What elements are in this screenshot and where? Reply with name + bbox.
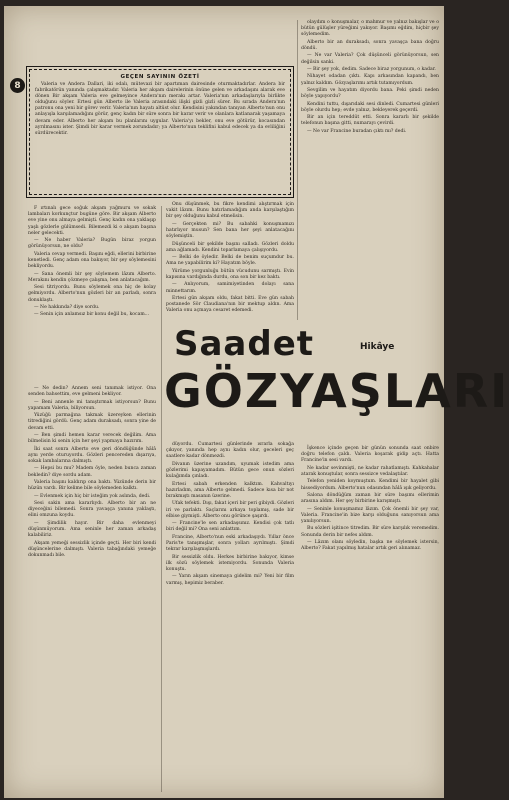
magazine-page — [4, 6, 509, 798]
paragraph: Sesi sakin ama kararlıydı. Alberto bir an ne diyeceğini bilemedi. Sonra yavaşça yanına yaklaştı, elini omzuna koydu. — [28, 500, 156, 519]
paragraph: — Gerçekten mi? Bu sabahki konuşmamızı hatırlıyor musun? Sen bana her şeyi anlatacağını söylemiştin. — [166, 221, 294, 240]
paragraph: Yüzüğü parmağına takmak üzereyken ellerinin titrediğini gördü. Genç adam duraksadı, sonra yine de devam etti. — [28, 413, 156, 431]
paragraph: Düşünceli bir şekilde başını salladı. Gözleri doldu ama ağlamadı. Kendini toparlamaya çalışıyordu. — [166, 241, 294, 253]
column-divider-right — [297, 20, 298, 320]
paragraph: Valeria başını kaldırıp ona baktı. Yüzünde derin bir hüzün vardı. Bir kelime bile söylemeden kalktı. — [28, 479, 156, 492]
paragraph: — Şimdilik hayır. Bir daha evlenmeyi düşünmüyorum. Ama seninle her zaman arkadaş kalabiliriz. — [28, 520, 156, 539]
paragraph: — Seninle konuşmamız lâzım. Çok önemli bir şey var, Valeria. Francine'in bize karşı olduğunu sanıyorsun ama yanılıyorsun. — [301, 506, 439, 524]
paragraph: — Beni annenle mi tanıştırmak istiyorsun? Bunu yapamam Valeria, biliyorsun. — [28, 399, 156, 411]
paragraph: Ertesi sabah erkenden kalktım. Kahvaltıyı hazırladım, ama Alberto gelmedi. Sadece kısa bir not bırakmıştı masanın üzerine. — [166, 481, 294, 499]
paragraph: Kendini tuttu, dışarıdaki sesi dinledi. Cumartesi günleri böyle olurdu hep; evde yalnız, bekleyerek geçerdi. — [301, 101, 439, 113]
paragraph: Ne kadar sevinmişti, ne kadar rahatlamıştı. Kahkahalar atarak konuştular, sonra sessizce vedalaştılar. — [301, 465, 439, 477]
summary-title: GEÇEN SAYININ ÖZETİ — [120, 74, 200, 80]
paragraph: — Lâzım olanı söyledin, başka ne söylemek istersin, Alberto? Fakat yapılmış hatalar artık geri alınamaz. — [301, 539, 439, 552]
paragraph: Sevgilim ve hayatım diyordu bana. Peki şimdi neden böyle yapıyordu? — [301, 87, 439, 100]
paragraph: Francine, Alberto'nun eski arkadaşıydı. Yıllar önce Paris'te tanışmışlar, sonra yolları ayrılmıştı. Şimdi tekrar karşılaşmışlardı. — [166, 534, 294, 553]
paragraph: — Sana önemli bir şey söylemem lâzım Alberto. Merakını kendin çözmeye çalışma, ben anlatacağım. — [28, 271, 156, 283]
paragraph: Sesi titriyordu. Bunu söylemek ona hiç de kolay gelmiyordu. Alberto'nun gözleri bir an parladı, sonra donuklaştı. — [28, 285, 156, 303]
paragraph: Bir sessizlik oldu. Herkes birbirine bakıyor, kimse ilk sözü söylemek istemiyordu. Sonunda Valeria konuştu. — [166, 554, 294, 572]
paragraph: — Francine'le sen arkadaşsınız. Kendisi çok tatlı biri değil mi? Ona seni anlattım. — [166, 521, 294, 533]
paragraph: — Ne hakkında? diye sordu. — [34, 304, 100, 310]
paragraph: Yürüme yorgunluğu bütün vücudunu sarmıştı. Evin kapısına vardığında durdu, ona son bir kez baktı. — [166, 268, 294, 280]
paragraph: — Anlıyorum, samimiyetinden dolayı sana minnettarım. — [166, 282, 294, 294]
paragraph: Akşam yemeği sessizlik içinde geçti. Her biri kendi düşüncelerine dalmıştı. Valeria tabağındaki yemeğe dokunmadı bile. — [28, 540, 156, 558]
column-divider-left — [161, 206, 162, 792]
story-title-line1: Saadet — [174, 324, 315, 364]
paragraph: düyordu. Cumartesi günlerinde ısrarla sokağa çıkıyor, yanında hep aynı kadın olur, geceleri geç saatlere kadar dönmezdi. — [166, 442, 294, 460]
paragraph: Telefon yeniden koymuştum. Kendimi bir hayalet gibi hissediyordum. Alberto'nun odasından hâlâ ışık geliyordu. — [301, 479, 439, 491]
paragraph: — Ne var Valeria? Çok düşünceli görünüyorsun, sen değilsin sanki. — [301, 53, 439, 65]
summary-box — [26, 66, 294, 198]
drop-cap — [27, 206, 45, 224]
paragraph: Bu sözleri işitince titredim. Bir süre karşılık veremedim. Sonunda derin bir nefes aldım. — [301, 526, 439, 538]
column-middle-top — [166, 202, 294, 314]
paragraph: — Bir şey yok, dedim. Sadece biraz yorgunum, o kadar. — [307, 66, 436, 72]
paragraph: Nihayet odadan çıktı. Kapı arkasından kapandı, ben yalnız kaldım. Gözyaşlarımı artık tutamıyordum. — [301, 74, 439, 86]
paragraph: — Yarın akşam sinemaya gidelim mi? Yeni bir film varmış, hepimiz beraber. — [166, 574, 294, 586]
paragraph: — Senin için anlamsız bir konu değil bu, kocam... — [34, 312, 150, 318]
paragraph: — Evlenmek için hiç bir isteğim yok aslında, dedi. — [34, 493, 151, 499]
paragraph: Valeria cevap vermedi. Başını eğdi, ellerini birbirine kenetledi. Genç adam ona bakıyor, bir şey söylemesini bekliyordu. — [28, 251, 156, 270]
story-genre-label: Hikâye — [360, 342, 395, 352]
column-left-top — [28, 206, 156, 380]
column-right-bottom — [301, 446, 439, 792]
paragraph: İşkence içinde geçen bir günün sonunda saat onbire doğru telefon çaldı. Valeria koşarak gidip açtı. Hatta Francine'in sesi vardı. — [301, 446, 439, 464]
column-left-bottom — [28, 386, 156, 791]
paragraph: — Belki de öyledir. Belki de benim suçumdur bu. Ama ne yapabilirim ki? Hayatım böyle. — [166, 255, 294, 267]
paragraph: — Ne haber Valeria? Bugün biraz yorgun görünüyorsun, ne oldu? — [28, 238, 156, 250]
paragraph: F ırtınalı gece soğuk akşam yağmuru ve sokak lambaları korkunçtur bugüne göre. Bir akşam Alberto eve yine onu almaya gelmişti. Genç kadın ona yaklaşıp yaşlı gözlerle gülümsedi. Bilemezdi ki o akşam başına neler gelecekti. — [28, 206, 156, 236]
column-right-top — [301, 20, 439, 316]
story-title-block — [164, 324, 509, 444]
paragraph: Alberto bir an duraksadı, sonra yavaşça bana doğru döndü. — [301, 39, 439, 51]
paragraph: Ertesi gün akşam oldu, fakat bitti. Eve gün sabah postanede Sör Claudiana'nın bir mektup aldın. Ama Valeria onu açmaya cesaret edemedi. — [166, 295, 294, 314]
summary-text: Valeria ve Andera Dallari, iki odalı, mütevazi bir apartıman dairesinde oturmaktadırlar. Andera bir fabrikatörün yanında çalışmaktadır. Valeria her akşam dairelerinin önüne gelen ve arkadaşını alarak eve dönen Bir akşam Valeria eve gelmeyince Andera'nın merakı artar. Valeria'nın arkadaşlarıyla birlikte olduğunu söyler. Ertesi gün Alberto ile Valeria arasındaki ilişki gizli gizli sürer. Bu sırada Andera'nın patronu ona yeni bir görev verir. Valeria'nın hayatı altüst olur. Kendisini yakından tanıyan Alberto'nun onu anlayışla karşılamadığını görür, genç kadın bir süre sonra bir karar verir ve olanlara katlanarak yaşamaya devam eder. Alberto her akşam bu planlarını uygular. Valeria'yı bekler, onu eve götürür, kocasından ayrılmasını ister. Şimdi bir karar vermek zorundadır; ya Alberto'nun teklifini kabul edecek ya da evliliğini sürdürecektir. — [35, 82, 285, 136]
paragraph: — Ne dedin? Annem seni tanımak istiyor. Ona senden bahsettim, eve gelmeni bekliyor. — [28, 386, 156, 398]
paragraph: olaydım o konuşmalar, o mahmur ve yalnız bakışlar ve o bütün gülüşler yüreğimi yakıyor. Başımı eğdim, hiçbir şey söylemedim. — [301, 20, 439, 38]
paragraph: Divanın üzerine uzandım, uyumak istedim ama gözlerimi kapayamadım. Bütün gece onun sözleri kulağımda çınladı. — [166, 461, 294, 480]
paragraph: Bir an için tereddüt etti. Sonra kararlı bir şekilde telefonun başına gitti, numarayı çevirdi. — [301, 115, 439, 127]
page-number: 8 — [10, 78, 25, 93]
paragraph: — Ben şimdi hemen karar verecek değilim. Ama bilmelisin ki senin için her şeyi yapmaya hazırım. — [28, 432, 156, 445]
column-middle-bottom — [166, 442, 294, 792]
paragraph: İki saat sonra Alberto eve geri döndüğünde hâlâ aynı yerde oturuyordu. Gözleri pencereden dışarıya, sokak lambalarına dalmıştı. — [28, 446, 156, 464]
story-title-line2: GÖZYAŞLARI — [164, 364, 509, 418]
paragraph: Ufak tefekti. Dışı, fakat içeri bir peri gibiydi. Gözleri iri ve parlaktı. Saçlarını arkaya toplamış, sade bir elbise giymişti. Alberto onu görünce şaşırdı. — [166, 501, 294, 519]
paragraph: Salona döndüğüm zaman bir süre başımı ellerimin arasına aldım. Her şey birbirine karışmıştı. — [301, 492, 439, 505]
paragraph: — Hepsi bu mu? Madem öyle, neden bunca zaman bekledin? diye sordu adam. — [28, 466, 156, 478]
paragraph: Onu düşünmek, bu fikre kendimi alıştırmak için vakit lâzım. Bunu hatırlamadığım anda karşılaştığım bir şey olduğunu kabul etmelisin. — [166, 202, 294, 220]
paragraph: — Ne var Francine buradan çıktı mı? dedi. — [307, 128, 407, 134]
